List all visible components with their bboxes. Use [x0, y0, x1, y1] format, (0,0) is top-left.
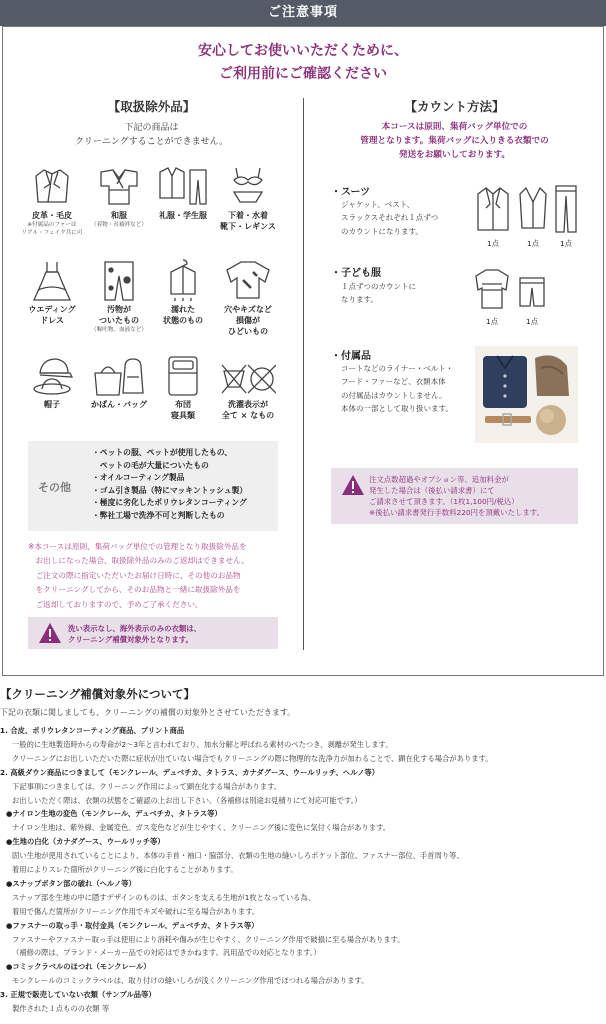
excl-label: 損傷が [236, 316, 260, 325]
exclusions-intro-2: クリーニングすることができません。 [74, 137, 229, 147]
compensation-text: スナップ部を生地の中に隠すデザインのものは、ボタンを支える生地が1枚となっている為、 [12, 892, 316, 902]
excl-label: ドレス [40, 316, 64, 325]
accessories-desc [341, 362, 453, 416]
kids-shorts-icon [518, 276, 546, 308]
desc-line: のカウントになります。 [341, 226, 423, 236]
kids-sweater-icon [474, 268, 510, 310]
accessories-title: ・付属品 [331, 351, 371, 362]
futon-icon [161, 353, 205, 397]
excl-label: 和服 [111, 211, 127, 220]
excl-sub: （嘔吐物、血液など） [91, 327, 147, 333]
compensation-heading: ●生地の白化（カナダグース、ウールリッチ等） [6, 837, 165, 847]
suits-desc [341, 198, 438, 238]
lead-line-1: 安心してお使いいただくために、 [198, 43, 408, 59]
excl-wet [150, 258, 216, 326]
other-item: ・ゴム引き製品（特にマッキントッシュ製） [92, 485, 248, 495]
kids-count: 1点 [485, 317, 499, 326]
exclusions-intro-1: 下記の商品は [124, 123, 179, 133]
compensation-heading: 3. 正規で販売していない衣類（サンプル品等） [0, 990, 156, 1000]
warn-line: クリーニング補償対象外となります。 [68, 635, 193, 644]
count-intro-3: 発送をお願いしております。 [398, 150, 511, 160]
excl-sub: リアル・フェイク共に可 [21, 230, 83, 236]
jacket-icon [476, 186, 510, 232]
warning-icon [341, 474, 365, 496]
compensation-text: ナイロン生地は、紫外線、金属変色、ガス変色などが生じやすく、クリーニング後に変色に気付く場合があります。 [12, 823, 391, 833]
excl-wedding [19, 258, 85, 326]
kids-count: 1点 [525, 317, 539, 326]
excl-label: 布団 [175, 400, 191, 409]
excl-stained [86, 258, 152, 334]
desc-line: 本体の一部として取り扱います。 [341, 404, 453, 414]
other-item: ・弊社工場で洗浄不可と判断したもの [92, 510, 225, 520]
desc-line: スラックスそれぞれ１点ずつ [341, 213, 439, 223]
compensation-text: モンクレールのコミックラベルは、取り付けの縫いしろが浅くクリーニング作用でほつれる場合があります。 [12, 976, 369, 986]
wedding-dress-icon [30, 258, 74, 302]
compensation-text: クリーニングにお出しいただいた際に症状が出ていない場合でもクリーニングの際に物理的な洗浄力が加わることで、顕在化する場合があります。 [12, 753, 493, 763]
bag-icon [91, 353, 147, 397]
compensation-heading: 1. 合皮、ポリウレタンコーティング商品、プリント商品 [0, 726, 185, 735]
excl-label: 帽子 [44, 400, 60, 409]
desc-line: ジャケット、ベスト、 [341, 200, 415, 209]
vest-icon [518, 186, 548, 232]
exclusions-note [28, 540, 288, 612]
warn-line: 洗い表示なし、海外表示のみの衣類は、 [68, 624, 202, 633]
excl-label: 下着・水着 [228, 211, 268, 220]
note-line: ご返却しておりますので、予めご了承ください。 [28, 599, 203, 609]
warning-box-right [331, 468, 578, 524]
note-line: をクリーニングしてから、そのお品物と一緒に取扱除外品を [28, 585, 241, 595]
warn-line: 注文点数超過やオプション等、追加料金が [369, 475, 509, 484]
compensation-text: 固い生地が使用されていることにより、本体の手首・袖口・脇部分、衣類の生地の縫いしろポケット部位、ファスナー部位、手首周り等、 [12, 851, 464, 861]
warn-line: ご請求させて頂きます。（1枚1,100円/税込） [369, 497, 519, 506]
excl-sub: （着物・長襦袢など） [91, 222, 147, 228]
lead-message [0, 40, 606, 86]
excl-label: 靴下・レギンス [220, 222, 276, 231]
suit-count: 1点 [486, 239, 500, 248]
compensation-text: 一般的に生地製造時からの寿命が2～3年と言われており、加水分解と呼ばれる素材のべたつき、剥離が発生します。 [12, 739, 393, 749]
desc-line: なります。 [341, 295, 378, 305]
excl-label: 礼服・学生服 [159, 211, 207, 220]
excl-label: 汚物が [107, 305, 131, 314]
excl-underwear [215, 164, 281, 232]
suit-count: 1点 [526, 239, 540, 248]
column-divider [303, 98, 304, 650]
other-item: ・オイルコーティング製品 [92, 473, 185, 483]
wet-clothes-icon [161, 258, 205, 302]
excl-label: ウエディング [28, 305, 76, 314]
formal-suit-icon [154, 164, 212, 208]
excl-label: 寝具類 [171, 411, 195, 420]
compensation-intro: 下記の衣類に関しましても、クリーニングの補償の対象外とさせていただきます。 [0, 708, 296, 717]
compensation-text: 着用によりスレた箇所がクリーニング後に白化することがあります。 [12, 865, 238, 874]
excl-label: ひどいもの [228, 327, 268, 336]
exclusions-intro [0, 121, 303, 149]
kids-title: ・子ども服 [331, 268, 381, 279]
compensation-text: ファスナーやファスナー取っ手は使用により消耗や傷みが生じやすく、クリーニング作用で破損に至る場合があります。 [12, 934, 405, 944]
desc-line: １点ずつのカウントに [341, 282, 416, 291]
excl-label: かばん・バッグ [91, 400, 147, 409]
excl-label: 状態のもの [163, 316, 203, 325]
header-title: ご注意事項 [267, 5, 338, 20]
excl-label: 皮革・毛皮 [32, 211, 72, 220]
warn-line: 発生した場合は（後払い請求書）にて [369, 486, 495, 495]
note-line: ※本コースは原則、集荷バッグ単位での管理となり取扱除外品を [28, 542, 247, 551]
note-line: お出しになった場合、取扱除外品のみのご返却はできません。 [28, 556, 249, 566]
warn-line: ※後払い請求書発行手数料220円を頂戴いたします。 [369, 508, 544, 517]
warning-icon [38, 622, 62, 644]
compensation-heading: ●ナイロン生地の変色（モンクレール、デュベチカ、タトラス等） [6, 809, 222, 819]
compensation-text: 下記事項につきましては、クリーニング作用によって顕在化する場合があります。 [12, 781, 282, 791]
compensation-text: お出しいただく際は、衣類の状態をご確認の上お出し下さい。（各補修は別途お見積りにて対応可能です。） [12, 795, 362, 805]
kimono-icon [97, 164, 141, 208]
excl-formal [150, 164, 216, 221]
count-intro-2: 管理となります。集荷バッグに入りきる衣類での [360, 136, 549, 146]
excl-bag [86, 353, 152, 410]
accessories-photo [475, 346, 578, 443]
warning-box-left [28, 617, 278, 649]
compensation-heading: 2. 高級ダウン商品につきまして（モンクレール、デュベチカ、タトラス、カナダグース、ウールリッチ、ヘルノ等） [0, 767, 380, 777]
slacks-icon [554, 184, 578, 234]
kids-desc [341, 280, 416, 307]
excl-sub: ※付属品のファーは [27, 222, 77, 228]
excl-label: 濡れた [171, 305, 195, 314]
stained-clothes-icon [97, 258, 141, 302]
warning-text-left [68, 623, 201, 645]
desc-line: の付属品はカウントしません。 [341, 390, 447, 400]
other-item: ペットの毛が大量についたもの [92, 460, 209, 470]
excl-leather [19, 164, 85, 237]
leather-jacket-icon [30, 164, 74, 208]
excl-futon [150, 353, 216, 421]
other-exclusions-box [28, 441, 278, 531]
compensation-text: 製作された１点ものの衣類 等 [12, 1004, 110, 1013]
other-list [92, 447, 247, 523]
suits-title: ・スーツ [331, 187, 371, 198]
excl-label: 洗濯表示が [228, 400, 268, 409]
compensation-text: 着用で傷んだ箇所がクリーニング作用でキズや破れに至る場合があります。 [12, 906, 260, 916]
suit-count: 1点 [559, 239, 573, 248]
other-label: その他 [38, 481, 71, 494]
excl-hat [19, 353, 85, 410]
page-header [0, 0, 606, 26]
damaged-sweater-icon [223, 258, 273, 302]
excl-damaged [215, 258, 281, 337]
accessories-photo-illustration [475, 346, 578, 443]
count-intro-1: 本コースは原則、集荷バッグ単位での [381, 122, 528, 132]
excl-no-wash [215, 353, 281, 421]
other-item: ・極度に劣化したポリウレタンコーティング [92, 498, 247, 508]
exclusions-title: 【取扱除外品】 [107, 99, 196, 114]
excl-label: 穴やキズなど [224, 305, 272, 314]
warning-text-right [369, 474, 544, 518]
desc-line: コートなどのライナー・ベルト・ [341, 364, 454, 373]
hat-icon [30, 353, 74, 397]
note-line: ご注文の際に指定いただいたお届け日時に、その他のお品物 [28, 570, 241, 580]
other-item: ・ペットの服、ペットが使用したもの、 [92, 448, 233, 457]
count-intro [303, 120, 606, 162]
compensation-heading: ●スナップボタン部の破れ（ヘルノ等） [6, 878, 136, 888]
compensation-heading: ●コミックラベルのほつれ（モンクレール） [6, 962, 151, 972]
compensation-heading: ●ファスナーの取っ手・取付金具（モンクレール、デュベチカ、タトラス等） [6, 920, 259, 930]
excl-kimono [86, 164, 152, 229]
compensation-text: （補修の際は、ブランド・メーカー品での対応はできかねます。汎用品での対応となります。） [12, 948, 321, 958]
count-title: 【カウント方法】 [404, 99, 505, 114]
desc-line: フード・ファーなど、衣類本体 [341, 377, 446, 387]
underwear-icon [226, 164, 270, 208]
excl-label: ついたもの [99, 316, 139, 325]
no-wash-label-icon [220, 353, 276, 397]
excl-label: 全て × なもの [221, 411, 275, 420]
compensation-title: 【クリーニング補償対象外について】 [0, 687, 196, 701]
lead-line-2: ご利用前にご確認ください [219, 66, 387, 82]
